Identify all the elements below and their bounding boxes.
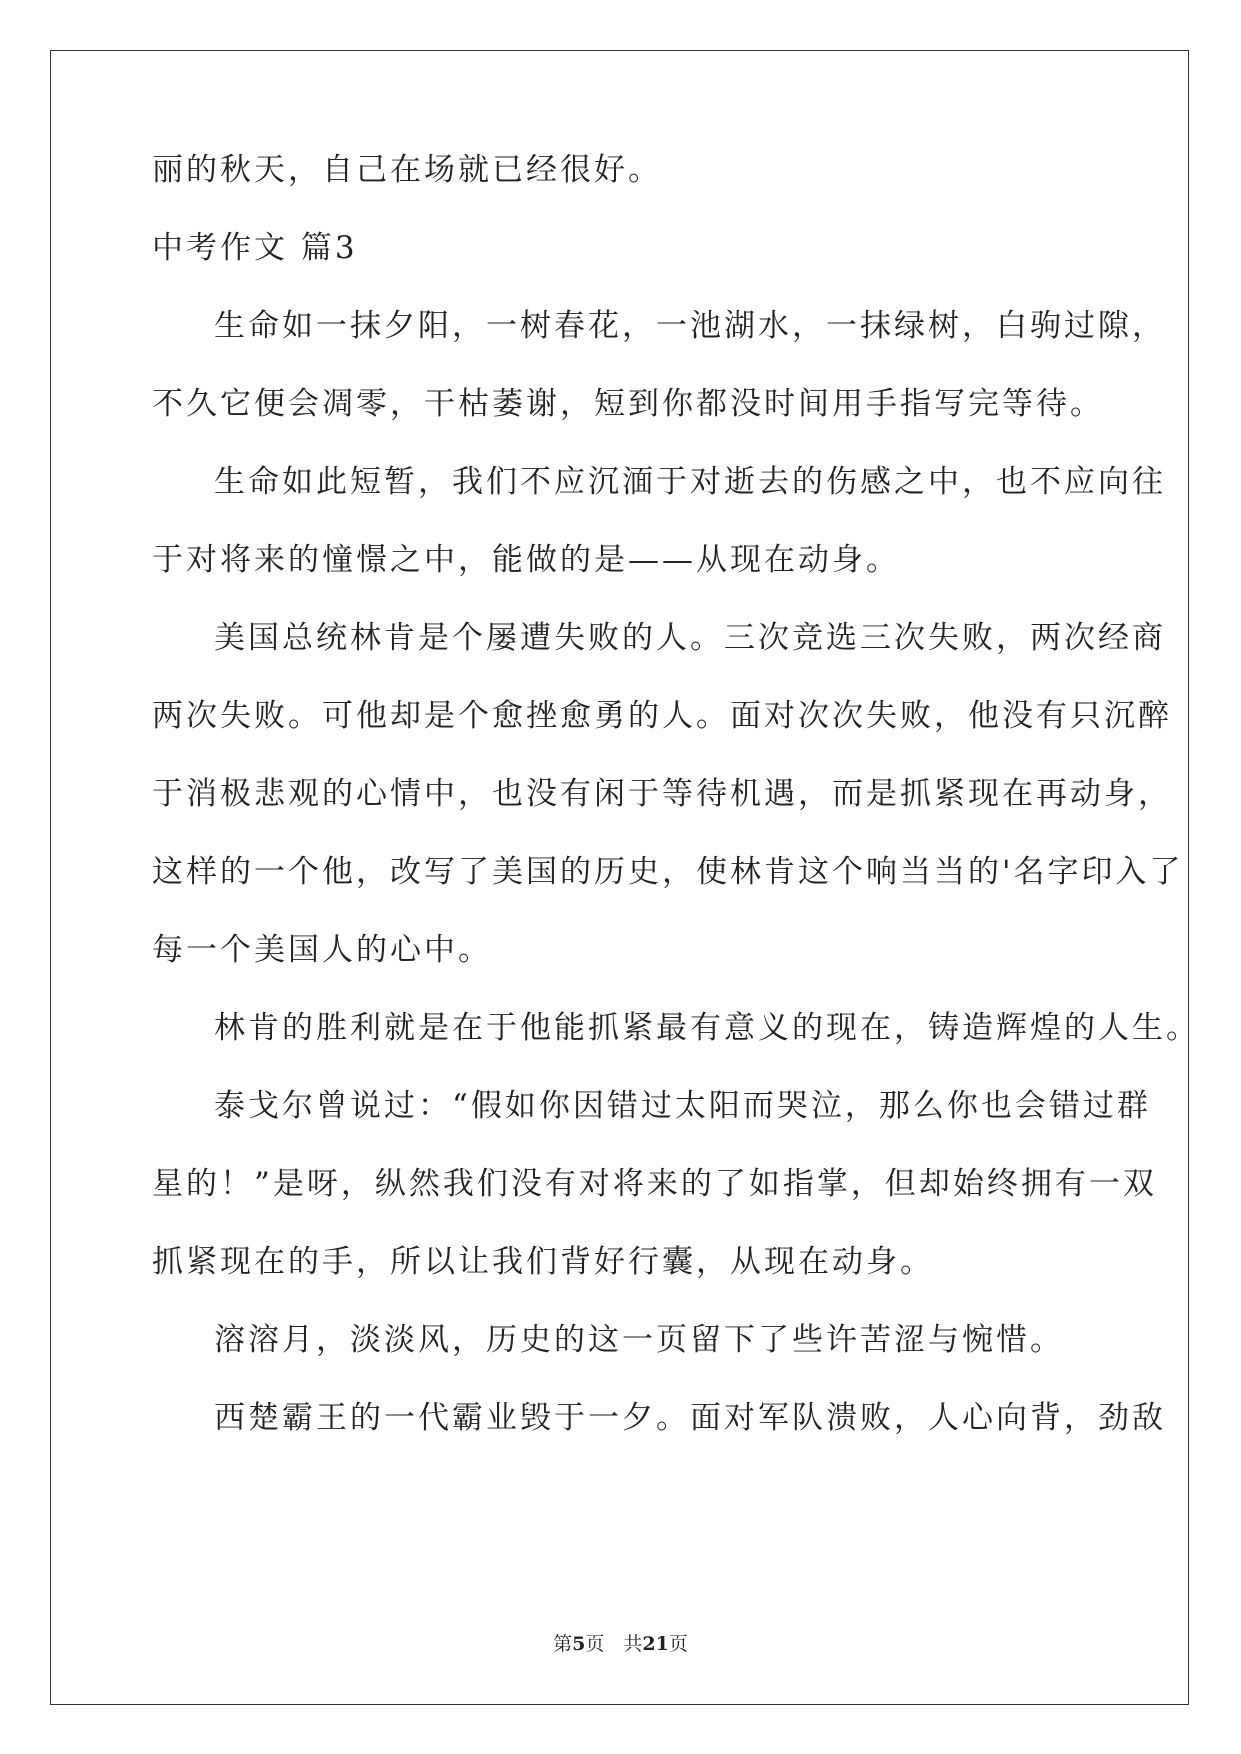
text-line: 两次失败。可他却是个愈挫愈勇的人。面对次次失败，他没有只沉醉 <box>152 698 1172 734</box>
footer-mid: 页 共 <box>585 1633 643 1655</box>
paragraph-line: 泰戈尔曾说过：“假如你因错过太阳而哭泣，那么你也会错过群 <box>214 1088 1151 1124</box>
text-line: 每一个美国人的心中。 <box>152 932 492 968</box>
text-line: 星的！”是呀，纵然我们没有对将来的了如指掌，但却始终拥有一双 <box>152 1166 1157 1202</box>
paragraph-line: 生命如一抹夕阳，一树春花，一池湖水，一抹绿树，白驹过隙， <box>214 308 1166 344</box>
text-line: 这样的一个他，改写了美国的历史，使林肯这个响当当的'名字印入了 <box>152 854 1184 890</box>
paragraph-line: 美国总统林肯是个屡遭失败的人。三次竞选三次失败，两次经商 <box>214 620 1166 656</box>
text-line: 丽的秋天，自己在场就已经很好。 <box>152 152 662 188</box>
paragraph-line: 生命如此短暂，我们不应沉湎于对逝去的伤感之中，也不应向往 <box>214 464 1166 500</box>
text-line: 不久它便会凋零，干枯萎谢，短到你都没时间用手指写完等待。 <box>152 386 1104 422</box>
paragraph-line: 溶溶月，淡淡风，历史的这一页留下了些许苦涩与惋惜。 <box>214 1322 1064 1358</box>
paragraph-line: 西楚霸王的一代霸业毁于一夕。面对军队溃败，人心向背，劲敌 <box>214 1400 1166 1436</box>
footer-prefix: 第 <box>553 1633 573 1655</box>
text-line: 于对将来的憧憬之中，能做的是——从现在动身。 <box>152 542 900 578</box>
current-page-number: 5 <box>572 1633 586 1655</box>
text-line: 抓紧现在的手，所以让我们背好行囊，从现在动身。 <box>152 1244 934 1280</box>
page-footer <box>0 1629 1241 1656</box>
paragraph-line: 林肯的胜利就是在于他能抓紧最有意义的现在，铸造辉煌的人生。 <box>214 1010 1200 1046</box>
footer-suffix: 页 <box>668 1633 688 1655</box>
text-line: 于消极悲观的心情中，也没有闲于等待机遇，而是抓紧现在再动身， <box>152 776 1172 812</box>
total-page-count: 21 <box>642 1633 669 1655</box>
section-heading: 中考作文 篇3 <box>152 230 358 266</box>
